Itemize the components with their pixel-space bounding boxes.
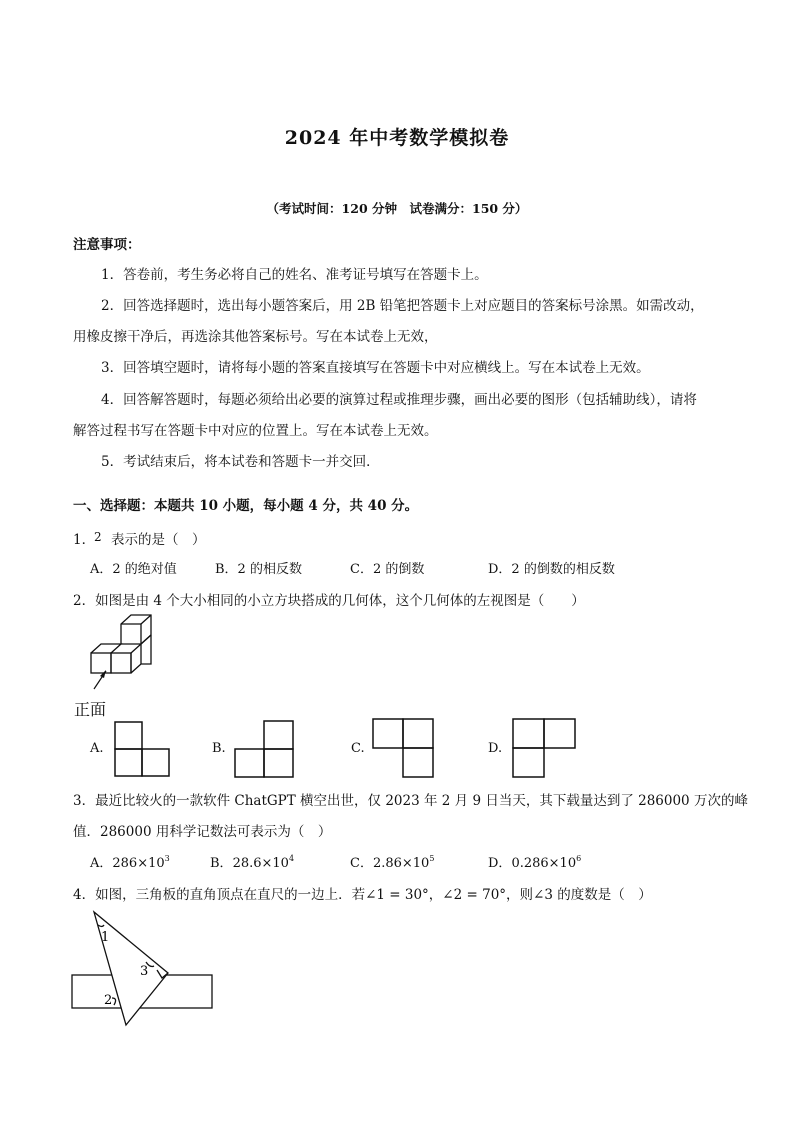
q3-text-line1: 3．最近比较火的一款软件 ChatGPT 横空出世，仅 2023 年 2 月 9 日当天，其下载量达到了 286000 万次的峰	[73, 793, 748, 809]
notice-item-2-line1: 2．回答选择题时，选出每小题答案后，用 2B 铅笔把答题卡上对应题目的答案标号涂黑。如需改动，	[101, 298, 704, 314]
q2-front-label: 正面	[74, 700, 107, 719]
exam-subtitle: （考试时间：120 分钟 试卷满分：150 分）	[266, 201, 528, 216]
q4-text: 4．如图，三角板的直角顶点在直尺的一边上．若∠1 = 30°，∠2 = 70°，则∠3 的度数是（ ）	[73, 887, 652, 903]
section-heading: 一、选择题：本题共 10 小题，每小题 4 分，共 40 分。	[73, 498, 419, 514]
q1-text: 表示的是（ ）	[111, 532, 206, 548]
q3-option-c: C．$2.86\times 10^5$	[350, 854, 435, 871]
q1-number: 1．	[73, 532, 96, 548]
q3-option-a: A．$286\times 10^3$	[90, 854, 170, 871]
notice-item-1: 1．答卷前，考生务必将自己的姓名、准考证号填写在答题卡上。	[101, 267, 488, 283]
notice-item-2-line2: 用橡皮擦干净后，再选涂其他答案标号。写在本试卷上无效，	[73, 329, 438, 345]
angle-label-1: 1	[101, 930, 110, 945]
angle-label-3: 3	[140, 964, 149, 979]
q1-option-b: B．2 的相反数	[215, 562, 302, 577]
q2-option-a-label: A.	[90, 741, 104, 756]
q2-option-d-label: D.	[488, 741, 503, 756]
q2-option-d-view[interactable]	[509, 716, 579, 780]
q1-expression: 2	[94, 530, 102, 544]
q2-option-b-view[interactable]	[231, 718, 297, 778]
q1-option-a: A．2 的绝对值	[90, 562, 177, 577]
q2-option-c-view[interactable]	[369, 716, 439, 780]
q4-figure	[68, 908, 218, 1028]
q3-option-d: D．$0.286\times 10^6$	[488, 854, 582, 871]
q2-option-a-view[interactable]	[112, 718, 174, 778]
q1-option-d: D．2 的倒数的相反数	[488, 562, 615, 577]
q1-option-c: C．2 的倒数	[350, 562, 425, 577]
q2-option-b-label: B.	[212, 741, 226, 756]
notice-item-4-line1: 4．回答解答题时，每题必须给出必要的演算过程或推理步骤，画出必要的图形（包括辅助线），请将	[101, 392, 697, 408]
notice-item-4-line2: 解答过程书写在答题卡中对应的位置上。写在本试卷上无效。	[73, 423, 438, 439]
angle-label-2: 2	[104, 993, 113, 1008]
page-title: 2024 年中考数学模拟卷	[284, 127, 510, 149]
q2-text: 2．如图是由 4 个大小相同的小立方块搭成的几何体，这个几何体的左视图是（ ）	[73, 593, 585, 609]
q2-option-c-label: C.	[351, 741, 365, 756]
q3-option-b: B．$28.6\times 10^4$	[210, 854, 295, 871]
notice-heading: 注意事项：	[73, 237, 141, 253]
q2-solid-figure	[84, 612, 164, 692]
q3-text-line2: 值．286000 用科学记数法可表示为（ ）	[73, 824, 332, 840]
notice-item-5: 5．考试结束后，将本试卷和答题卡一并交回．	[101, 454, 380, 470]
notice-item-3: 3．回答填空题时，请将每小题的答案直接填写在答题卡中对应横线上。写在本试卷上无效。	[101, 360, 650, 376]
